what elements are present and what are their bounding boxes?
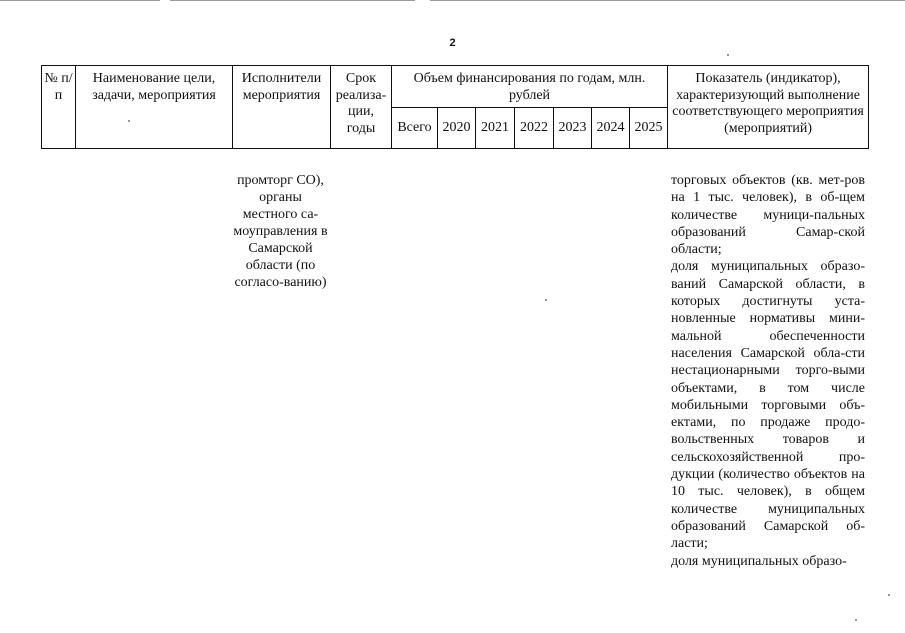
cell-term [331, 149, 392, 570]
scan-speck [727, 54, 729, 56]
cell-name [76, 149, 233, 570]
cell-2021 [476, 149, 515, 570]
executors-text: промторг СО), органы местного са-моуправления в Самарской области (по согласо-ванию) [233, 173, 328, 290]
header-term: Срок реализа-ции, годы [331, 66, 392, 149]
header-year-2022: 2022 [515, 108, 554, 149]
cell-2024 [592, 149, 630, 570]
cell-2025 [630, 149, 668, 570]
cell-2022 [515, 149, 554, 570]
cell-total [392, 149, 438, 570]
scan-speck [855, 619, 857, 621]
header-year-2021: 2021 [476, 108, 515, 149]
top-rule-left [0, 0, 160, 1]
cell-2023 [554, 149, 592, 570]
header-total: Всего [392, 108, 438, 149]
top-rule-right [430, 0, 905, 1]
scan-speck [128, 120, 130, 122]
indicator-paragraph: торговых объектов (кв. мет-ров на 1 тыс. человек), в об-щем количестве муници-пальных образований Самар-ской области; [671, 173, 865, 258]
cell-2020 [438, 149, 476, 570]
cell-number [42, 149, 76, 570]
header-funding: Объем финансирования по годам, млн. рублей [392, 66, 668, 108]
indicator-paragraph: доля муниципальных образо-ваний Самарской области, в которых достигнуты уста-новленные нормативы мини-мальной обеспеченности населения Самарской обла-сти нестационарными торго-выми объектами, в том числе мобильными торговыми объ-ектами, по продаже продо-вольственных товаров и сельскохозяйственной про-дукции (количество объектов на 10 тыс. человек), в общем количестве муниципальных образований Самарской об-ласти; [671, 259, 865, 552]
top-rule-mid [170, 0, 415, 1]
header-number: № п/п [42, 66, 76, 149]
header-year-2020: 2020 [438, 108, 476, 149]
indicator-text [671, 172, 865, 570]
indicator-paragraph: доля муниципальных образо- [671, 553, 847, 569]
scan-speck [888, 594, 890, 596]
header-year-2025: 2025 [630, 108, 668, 149]
scan-speck [545, 299, 547, 301]
header-year-2023: 2023 [554, 108, 592, 149]
page-number: 2 [449, 37, 456, 49]
header-name: Наименование цели, задачи, мероприятия [76, 66, 233, 149]
header-executors: Исполнители мероприятия [233, 66, 331, 149]
header-year-2024: 2024 [592, 108, 630, 149]
header-indicator: Показатель (индикатор), характеризующий выполнение соответствующего мероприятия (мероприятий) [668, 66, 869, 149]
